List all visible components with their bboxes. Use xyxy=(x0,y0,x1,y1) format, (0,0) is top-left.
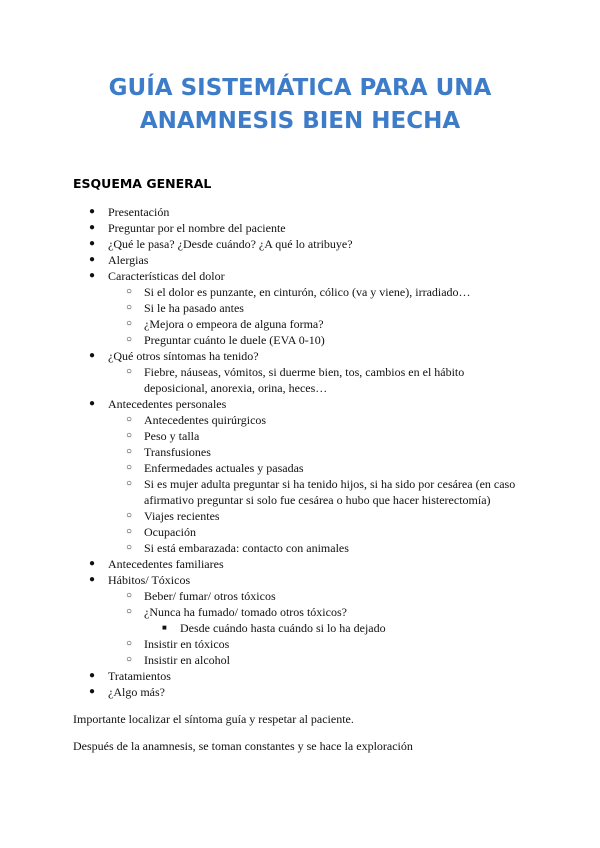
circle-bullet-icon: ○ xyxy=(126,302,133,313)
title-line-1: GUÍA SISTEMÁTICA PARA UNA xyxy=(108,75,492,101)
disc-bullet-icon: ● xyxy=(89,270,96,281)
sub-list-item: ○ Ocupación xyxy=(126,525,196,539)
circle-bullet-icon: ○ xyxy=(126,414,133,425)
list-item: ● ¿Qué otros síntomas ha tenido? xyxy=(89,349,259,363)
list-item: ● Hábitos/ Tóxicos xyxy=(89,573,191,587)
disc-bullet-icon: ● xyxy=(89,350,96,361)
circle-bullet-icon: ○ xyxy=(126,478,133,489)
list-item: ● ¿Algo más? xyxy=(89,685,165,699)
circle-bullet-icon: ○ xyxy=(126,286,133,297)
circle-bullet-icon: ○ xyxy=(126,510,133,521)
disc-bullet-icon: ● xyxy=(89,398,96,409)
sub-list-item: ○ Fiebre, náuseas, vómitos, si duerme bien, tos, cambios en el hábito deposicional, anorexia, orina, heces… xyxy=(126,365,465,395)
circle-bullet-icon: ○ xyxy=(126,654,133,665)
circle-bullet-icon: ○ xyxy=(126,366,133,377)
list-item: ● ¿Qué le pasa? ¿Desde cuándo? ¿A qué lo atribuye? xyxy=(89,237,353,251)
page-title xyxy=(0,72,600,138)
disc-bullet-icon: ● xyxy=(89,670,96,681)
sub-list-item: ○ Transfusiones xyxy=(126,445,211,459)
sub-list-item: ○ ¿Nunca ha fumado/ tomado otros tóxicos? xyxy=(126,605,347,619)
list-item: ● Antecedentes familiares xyxy=(89,557,224,571)
circle-bullet-icon: ○ xyxy=(126,542,133,553)
disc-bullet-icon: ● xyxy=(89,574,96,585)
circle-bullet-icon: ○ xyxy=(126,462,133,473)
circle-bullet-icon: ○ xyxy=(126,430,133,441)
section-heading: ESQUEMA GENERAL xyxy=(73,176,212,191)
list-item: ● Alergias xyxy=(89,253,149,267)
sub-list-item: ○ Si el dolor es punzante, en cinturón, cólico (va y viene), irradiado… xyxy=(126,285,471,299)
circle-bullet-icon: ○ xyxy=(126,526,133,537)
outline-list xyxy=(0,204,600,700)
closing-paragraph: Después de la anamnesis, se toman constantes y se hace la exploración xyxy=(73,739,413,753)
circle-bullet-icon: ○ xyxy=(126,318,133,329)
sub-list-item: ○ Antecedentes quirúrgicos xyxy=(126,413,267,427)
circle-bullet-icon: ○ xyxy=(126,334,133,345)
disc-bullet-icon: ● xyxy=(89,238,96,249)
disc-bullet-icon: ● xyxy=(89,254,96,265)
sub-list-item: ○ ¿Mejora o empeora de alguna forma? xyxy=(126,317,324,331)
circle-bullet-icon: ○ xyxy=(126,446,133,457)
disc-bullet-icon: ● xyxy=(89,206,96,217)
sub-list-item: ○ Viajes recientes xyxy=(126,509,220,523)
sub-list-item: ○ Preguntar cuánto le duele (EVA 0-10) xyxy=(126,333,325,347)
sub-list-item: ○ Peso y talla xyxy=(126,429,200,443)
title-line-2: ANAMNESIS BIEN HECHA xyxy=(139,108,461,134)
circle-bullet-icon: ○ xyxy=(126,590,133,601)
sub-list-item: ○ Si está embarazada: contacto con animales xyxy=(126,541,349,555)
note-paragraph: Importante localizar el síntoma guía y respetar al paciente. xyxy=(73,712,354,726)
list-item: ● Tratamientos xyxy=(89,669,171,683)
disc-bullet-icon: ● xyxy=(89,222,96,233)
sub-sub-list-item: ■ Desde cuándo hasta cuándo si lo ha dejado xyxy=(162,621,386,635)
sub-list-item: ○ Si le ha pasado antes xyxy=(126,301,244,315)
sub-list-item: ○ Beber/ fumar/ otros tóxicos xyxy=(126,589,276,603)
sub-list-item: ○ Si es mujer adulta preguntar si ha tenido hijos, si ha sido por cesárea (en caso afirmativo preguntar si solo fue cesárea o hubo que hacer histerectomía) xyxy=(126,477,516,507)
disc-bullet-icon: ● xyxy=(89,558,96,569)
disc-bullet-icon: ● xyxy=(89,686,96,697)
circle-bullet-icon: ○ xyxy=(126,606,133,617)
list-item: ● Características del dolor xyxy=(89,269,225,283)
list-item: ● Presentación xyxy=(89,205,170,219)
square-bullet-icon: ■ xyxy=(162,623,167,632)
sub-list-item: ○ Insistir en tóxicos xyxy=(126,637,230,651)
sub-list-item: ○ Insistir en alcohol xyxy=(126,653,230,667)
list-item: ● Antecedentes personales xyxy=(89,397,227,411)
circle-bullet-icon: ○ xyxy=(126,638,133,649)
sub-list-item: ○ Enfermedades actuales y pasadas xyxy=(126,461,304,475)
list-item: ● Preguntar por el nombre del paciente xyxy=(89,221,286,235)
